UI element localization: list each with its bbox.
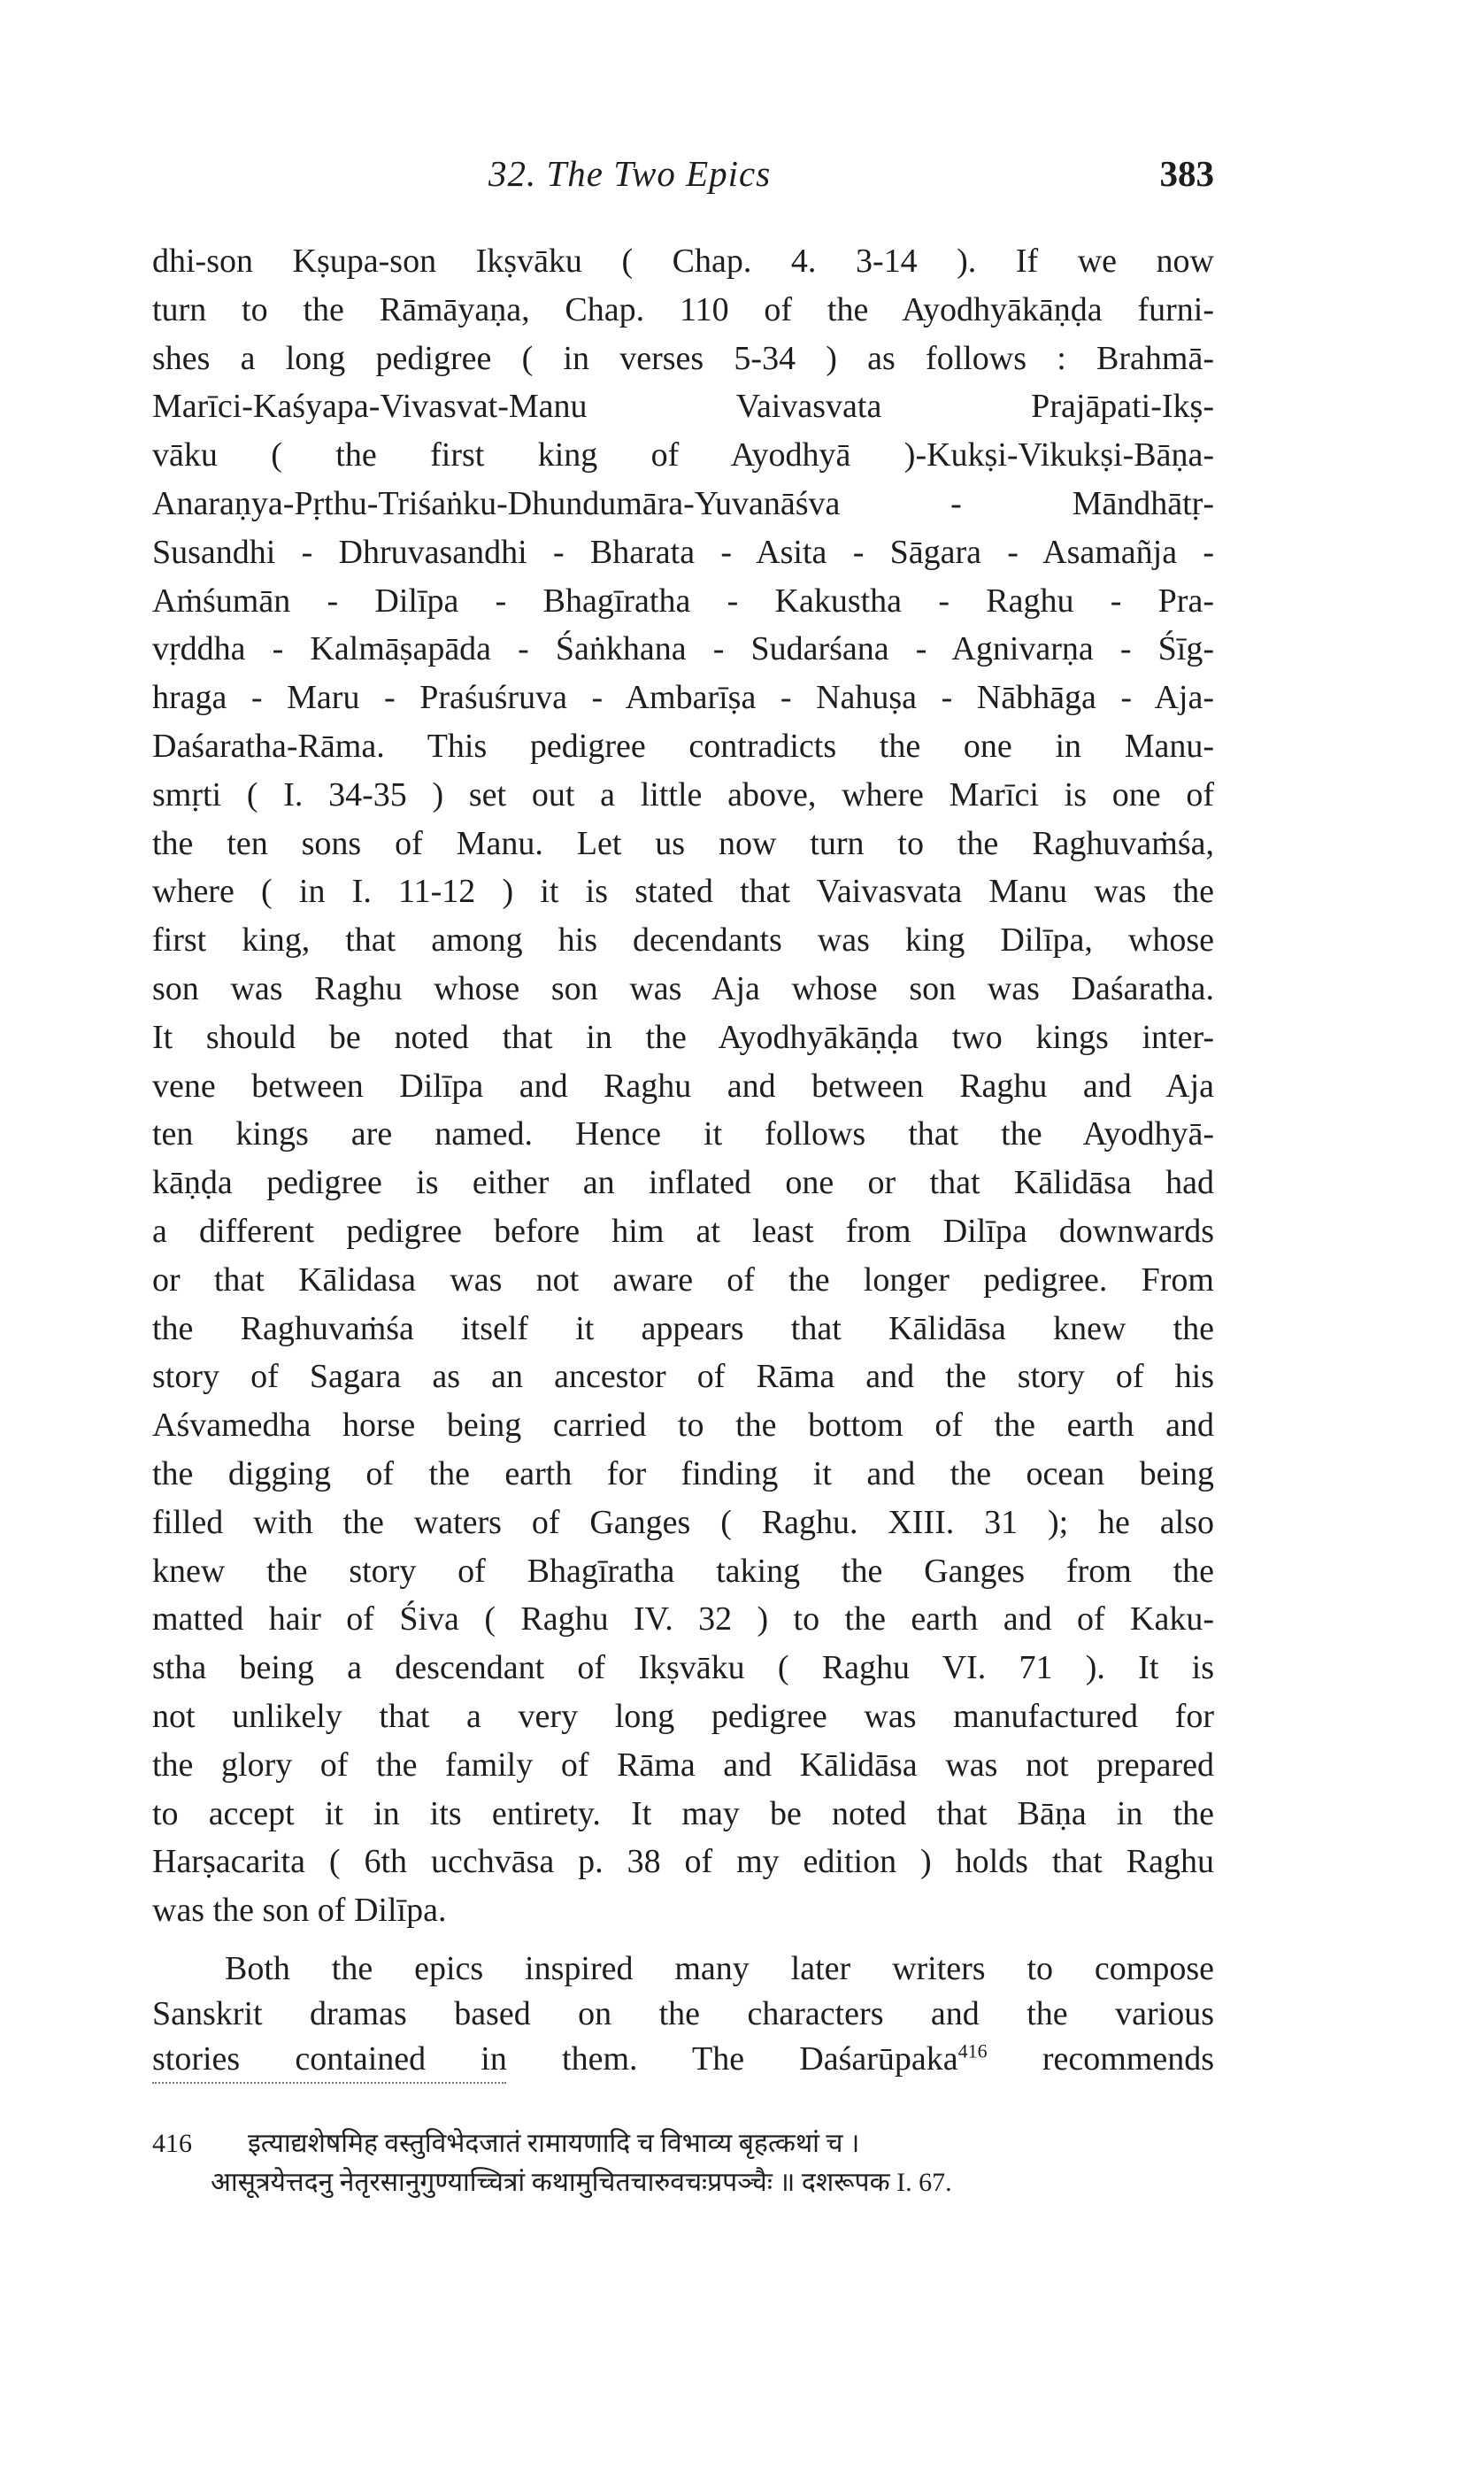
text-line: not unlikely that a very long pedigree was manufactured for [152, 1697, 1214, 1735]
text-line: vāku ( the first king of Ayodhyā )-Kukṣi-Vikukṣi-Bāṇa- [152, 436, 1214, 474]
text-line: son was Raghu whose son was Aja whose son was Daśaratha. [152, 969, 1214, 1007]
text-line: smṛti ( I. 34-35 ) set out a little above, where Marīci is one of [152, 775, 1214, 813]
text-line: Aśvamedha horse being carried to the bottom of the earth and [152, 1407, 1214, 1445]
text-line: vene between Dilīpa and Raghu and between Raghu and Aja [152, 1067, 1214, 1105]
text-line: story of Sagara as an ancestor of Rāma and the story of his [152, 1358, 1214, 1396]
text-line: It should be noted that in the Ayodhyākāṇḍa two kings inter- [152, 1018, 1214, 1056]
text-line: a different pedigree before him at least from Dilīpa downwards [152, 1212, 1214, 1250]
text-line: matted hair of Śiva ( Raghu IV. 32 ) to the earth and of Kaku- [152, 1600, 1214, 1638]
text-line: Harṣacarita ( 6th ucchvāsa p. 38 of my edition ) holds that Raghu [152, 1843, 1214, 1881]
text-line [152, 2037, 1214, 2082]
text-line: filled with the waters of Ganges ( Raghu. XIII. 31 ); he also [152, 1503, 1214, 1541]
second-paragraph [152, 1947, 1214, 2082]
footnote-verse-line: इत्याद्यशेषमिह वस्तुविभेदजातं रामायणादि च विभाव्य बृहत्कथां च । [248, 2129, 860, 2158]
text-line: Sanskrit dramas based on the characters and the various [152, 1995, 1214, 2032]
footnote-reference[interactable]: 416 [957, 2039, 988, 2062]
text-line: Both the epics inspired many later writers to compose [225, 1950, 1214, 1987]
chapter-title: 32. The Two Epics [488, 153, 772, 194]
text-line: to accept it in its entirety. It may be noted that Bāṇa in the [152, 1794, 1214, 1832]
text-line: Daśaratha-Rāma. This pedigree contradicts the one in Manu- [152, 727, 1214, 765]
text-line-part: stories contained in them. The Daśarūpaka [152, 2040, 958, 2078]
text-line: where ( in I. 11-12 ) it is stated that Vaivasvata Manu was the [152, 873, 1214, 911]
page-number: 383 [1159, 153, 1214, 194]
text-line: Susandhi - Dhruvasandhi - Bharata - Asita - Sāgara - Asamañja - [152, 533, 1214, 571]
text-line: shes a long pedigree ( in verses 5-34 ) as follows : Brahmā- [152, 339, 1214, 377]
footnote-verse-line: आसूत्रयेत्तदनु नेतृरसानुगुण्याच्चित्रां कथामुचितचारुवचःप्रपञ्चैः ॥ दशरूपक I. 67. [211, 2168, 952, 2197]
text-line: knew the story of Bhagīratha taking the Ganges from the [152, 1552, 1214, 1590]
footnote-number: 416 [152, 2129, 192, 2158]
text-line: hraga - Maru - Praśuśruva - Ambarīṣa - Nahuṣa - Nābhāga - Aja- [152, 679, 1214, 717]
text-line: kāṇḍa pedigree is either an inflated one or that Kālidāsa had [152, 1164, 1214, 1202]
running-head [152, 152, 1214, 205]
footnote-divider [152, 2082, 506, 2084]
text-line: stha being a descendant of Ikṣvāku ( Raghu VI. 71 ). It is [152, 1649, 1214, 1687]
text-line: was the son of Dilīpa. [152, 1892, 447, 1930]
text-line: vṛddha - Kalmāṣapāda - Śaṅkhana - Sudarśana - Agnivarṇa - Śīg- [152, 630, 1214, 668]
text-line: the glory of the family of Rāma and Kālidāsa was not prepared [152, 1746, 1214, 1784]
text-line: the Raghuvaṁśa itself it appears that Kālidāsa knew the [152, 1309, 1214, 1347]
text-line: Anaraṇya-Pṛthu-Triśaṅku-Dhundumāra-Yuvanāśva - Māndhātṛ- [152, 484, 1214, 522]
text-line: dhi-son Kṣupa-son Ikṣvāku ( Chap. 4. 3-14 ). If we now [152, 243, 1214, 280]
text-line: Marīci-Kaśyapa-Vivasvat-Manu Vaivasvata Prajāpati-Ikṣ- [152, 388, 1214, 426]
main-paragraph [152, 237, 1214, 1935]
text-line: first king, that among his decendants was king Dilīpa, whose [152, 921, 1214, 960]
text-line: the ten sons of Manu. Let us now turn to the Raghuvaṁśa, [152, 824, 1214, 862]
text-line: ten kings are named. Hence it follows that the Ayodhyā- [152, 1115, 1214, 1153]
text-line: the digging of the earth for finding it and the ocean being [152, 1454, 1214, 1492]
text-line: turn to the Rāmāyaṇa, Chap. 110 of the Ayodhyākāṇḍa furni- [152, 290, 1214, 328]
text-line: or that Kālidasa was not aware of the longer pedigree. From [152, 1260, 1214, 1299]
text-line-part: recommends [987, 2040, 1214, 2078]
text-line: Aṁśumān - Dilīpa - Bhagīratha - Kakustha - Raghu - Pra- [152, 582, 1214, 620]
